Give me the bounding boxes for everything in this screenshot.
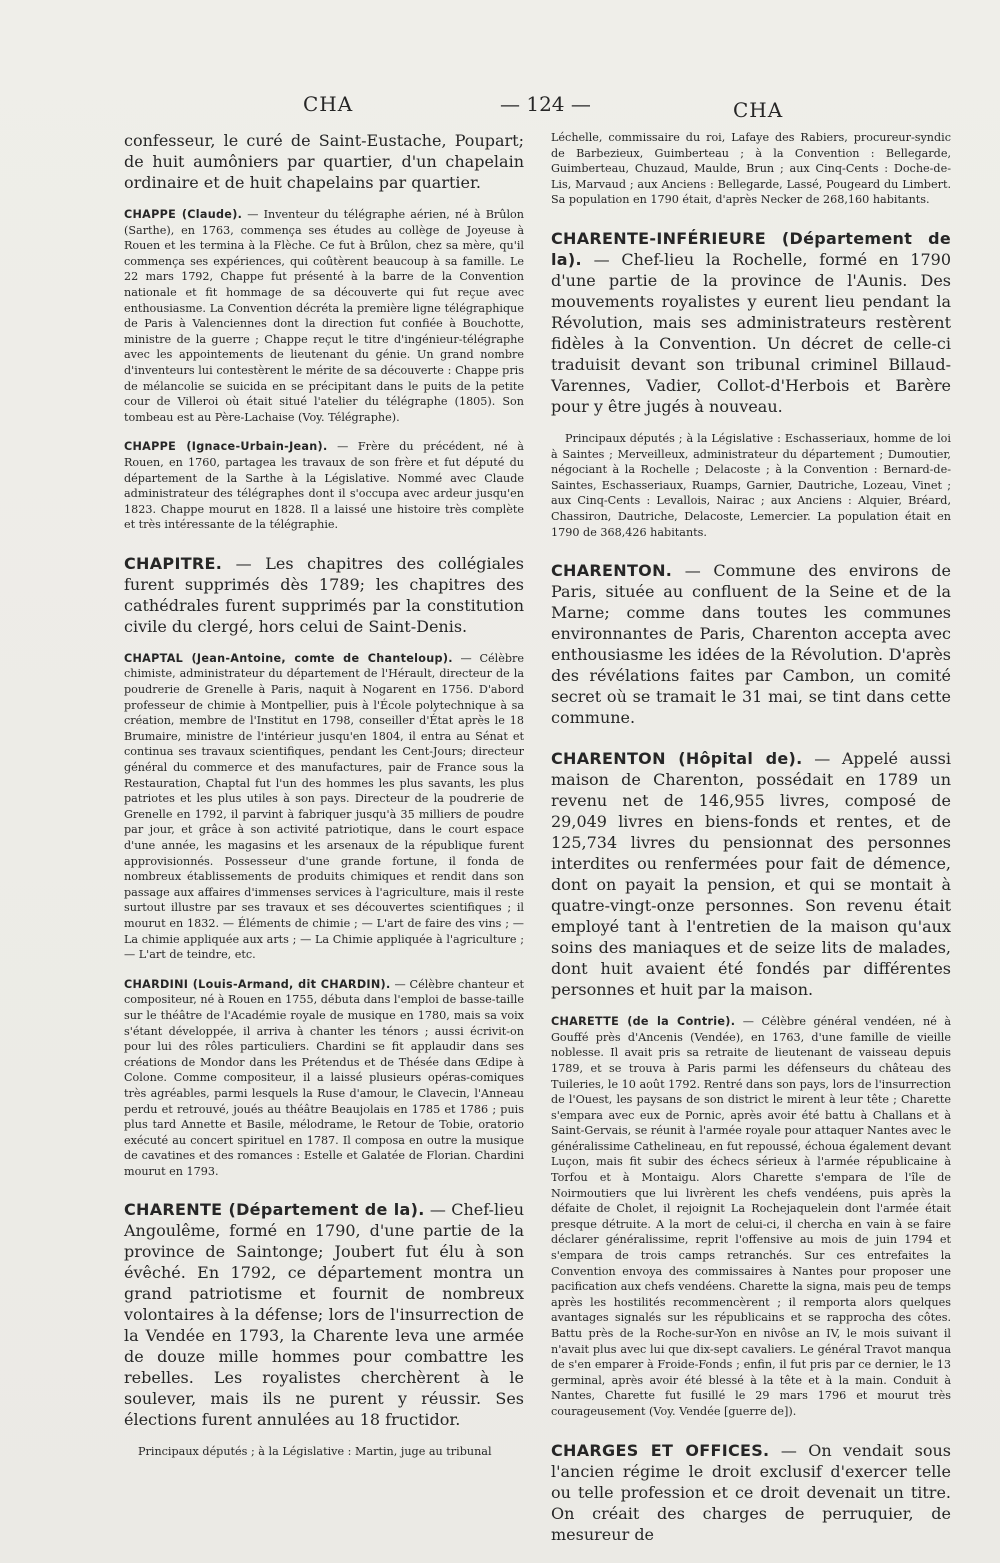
running-header bbox=[0, 92, 1000, 122]
dictionary-entry bbox=[124, 651, 524, 963]
entry-text: Principaux députés ; à la Législative : Martin, juge au tribunal bbox=[138, 1445, 492, 1459]
left-column bbox=[124, 130, 524, 1460]
entry-text: — Chef-lieu Angoulême, formé en 1790, d'une partie de la province de Saintonge; Joubert fut élu à son évêché. En 1792, ce département montra un grand patriotisme et fournit de nombreux volontaires à la défense; lors de l'insurrection de la Vendée en 1793, la Charente leva une armée de douze mille hommes pour combattre les rebelles. Les royalistes cherchèrent à le soulever, mais ils ne purent y réussir. Ses élections furent annulées au 18 fructidor. bbox=[124, 1200, 524, 1430]
right-column bbox=[551, 130, 951, 1545]
dictionary-entry bbox=[124, 977, 524, 1180]
entry-text: Principaux députés ; à la Législative : Eschasseriaux, homme de loi à Saintes ; Merveilleux, administrateur du département ; Dumoutier, négociant à la Rochelle ; Delacoste ; à la Convention : Bernard-de-Saintes, Eschasseriaux, Ruamps, Garnier, Dautriche, Lozeau, Vinet ; aux Cinq-Cents : Levallois, Nairac ; aux Anciens : Alquier, Bréard, Chassiron, Dautriche, Delacoste, Lemercier. La population était en 1790 de 368,426 habitants. bbox=[551, 431, 951, 539]
dictionary-entry bbox=[124, 1199, 524, 1430]
header-left: CHA bbox=[303, 92, 354, 116]
entry-headword: CHARETTE (de la Contrie). bbox=[551, 1015, 736, 1029]
dictionary-entry bbox=[551, 748, 951, 1000]
entry-text: — Célèbre chanteur et compositeur, né à Rouen en 1755, débuta dans l'emploi de basse-taille sur le théâtre de l'Académie royale de musique en 1780, mais sa voix s'étant développée, il arriva à chanter les ténors ; aussi écrivit-on pour lui des rôles particuliers. Chardini se fit applaudir dans ses créations de Mondor dans les Prétendus et de Thésée dans Œdipe à Colone. Comme compositeur, il a laissé plusieurs opéras-comiques très agréables, parmi lesquels la Ruse d'amour, le Clavecin, l'Anneau perdu et retrouvé, joués au théâtre Beaujolais en 1785 et 1786 ; puis plus tard Annette et Basile, mélodrame, le Retour de Tobie, oratorio exécuté au concert spirituel en 1787. Il composa en outre la musique de cavatines et des romances : Estelle et Galatée de Florian. Chardini mourut en 1793. bbox=[124, 977, 525, 1178]
entry-headword: CHAPPE (Claude). bbox=[124, 208, 243, 221]
dictionary-entry bbox=[124, 207, 524, 425]
entry-text: — On vendait sous l'ancien régime le droit exclusif d'exercer telle ou telle profession et ce droit devenait un titre. On créait des charges de perruquier, de mesureur de bbox=[551, 1440, 952, 1544]
dictionary-entry bbox=[124, 553, 524, 637]
entry-headword: CHAPTAL (Jean-Antoine, comte de Chanteloup). bbox=[124, 651, 453, 665]
continued-text bbox=[124, 130, 524, 193]
deputies-note bbox=[551, 431, 951, 540]
entry-text: — Célèbre chimiste, administrateur du département de l'Hérault, directeur de la poudrerie de Grenelle à Paris, naquit à Nogarent en 1756. D'abord professeur de chimie à Montpellier, puis à l'École polytechnique à sa création, membre de l'Institut en 1798, conseiller d'État après le 18 Brumaire, ministre de l'intérieur jusqu'en 1804, il entra au Sénat et continua ses travaux scientifiques, pendant les Cent-Jours; directeur général du commerce et des manufactures, pair de France sous la Restauration, Chaptal fut l'un des hommes les plus savants, les plus patriotes et les plus utiles à son pays. Directeur de la poudrerie de Grenelle en 1792, il parvint à fabriquer jusqu'à 35 milliers de poudre par jour, et grâce à son activité patriotique, dans le court espace d'une année, les magasins et les arsenaux de la république furent approvisionnés. Possesseur d'une grande fortune, il fonda de nombreux établissements de produits chimiques et rendit dans son passage aux affaires d'immenses services à l'agriculture, mais il reste surtout illustre par ses travaux et ses découvertes scientifiques ; il mourut en 1832. — Éléments de chimie ; — L'art de faire des vins ; — La chimie appliquée aux arts ; — La Chimie appliquée à l'agriculture ; — L'art de teindre, etc. bbox=[124, 651, 524, 962]
entry-text: — Inventeur du télégraphe aérien, né à Brûlon (Sarthe), en 1763, commença ses études au collège de Joyeuse à Rouen et les termina à la Flèche. Ce fut à Brûlon, chez sa mère, qu'il commença ses expériences, qui coûtèrent beaucoup à sa famille. Le 22 mars 1792, Chappe fut présenté à la barre de la Convention nationale et fit hommage de sa découverte qui fut reçue avec enthousiasme. La Convention décréta la première ligne télégraphique de Paris à Valenciennes dont la direction fut confiée à Bouchotte, ministre de la guerre ; Chappe reçut le titre d'ingénieur-télégraphe avec les appointements de lieutenant du génie. Un grand nombre d'inventeurs lui contestèrent le mérite de sa découverte : Chappe pris de mélancolie se suicida en se précipitant dans le puits de la petite cour de Villeroi où était situé l'atelier du télégraphe (1805). Son tombeau est au Père-Lachaise (Voy. Télégraphe). bbox=[124, 208, 524, 424]
entry-headword: CHARENTE-INFÉRIEURE (Département de la). bbox=[551, 228, 951, 269]
dictionary-entry bbox=[124, 439, 524, 533]
entry-text: confesseur, le curé de Saint-Eustache, Poupart; de huit aumôniers par quartier, d'un chapelain ordinaire et de huit chapelains par quartier. bbox=[124, 131, 524, 192]
entry-headword: CHARENTON. bbox=[551, 561, 673, 581]
entry-headword: CHAPPE (Ignace-Urbain-Jean). bbox=[124, 440, 328, 454]
entry-text: — Célèbre général vendéen, né à Gouffé près d'Ancenis (Vendée), en 1763, d'une famille de vieille noblesse. Il avait pris sa retraite de lieutenant de vaisseau depuis 1789, et se trouva à Paris parmi les défenseurs du château des Tuileries, le 10 août 1792. Rentré dans son pays, lors de l'insurrection de l'Ouest, les paysans de son district le mirent à leur tête ; Charette s'empara avec eux de Pornic, après avoir été battu à Challans et à Saint-Gervais, se réunit à l'armée royale pour attaquer Nantes avec le généralissime Cathelineau, en fut repoussé, échoua également devant Luçon, mais fit subir des échecs sérieux à l'armée républicaine à Torfou et à Montaigu. Alors Charette s'empara de l'île de Noirmoutiers que lui livrèrent les chefs vendéens, puis après la défaite de Cholet, il rejoignit La Rochejaquelein dont l'armée était presque détruite. A la mort de celui-ci, il chercha en vain à se faire déclarer généralissime, reprit l'offensive au mois de juin 1794 et s'empara de trois camps retranchés. Sur ces entrefaites la Convention envoya des commissaires à Nantes pour proposer une pacification aux chefs vendéens. Charette la signa, mais peu de temps après les hostilités recommencèrent ; il remporta alors quelques avantages signalés sur les républicains et se rapprocha des côtes. Battu près de la Roche-sur-Yon en nivôse an IV, le mois suivant il n'avait plus avec lui que dix-sept cavaliers. Le général Travot manqua de s'en emparer à Froide-Fonds ; enfin, il fut pris par ce dernier, le 13 germinal, après avoir été blessé à la tête et à la main. Conduit à Nantes, Charette fut fusillé le 29 mars 1796 et mourut très courageusement (Voy. Vendée [guerre de]). bbox=[551, 1015, 951, 1418]
dictionary-entry bbox=[551, 560, 951, 728]
deputies-note bbox=[124, 1444, 524, 1460]
entry-text: — Les chapitres des collégiales furent supprimés dès 1789; les chapitres des cathédrales furent supprimés par la constitution civile du clergé, hors celui de Saint-Denis. bbox=[124, 553, 524, 636]
continued-text bbox=[551, 130, 951, 208]
entry-headword: CHARENTON (Hôpital de). bbox=[551, 749, 803, 769]
dictionary-entry bbox=[551, 228, 951, 417]
entry-text: — Commune des environs de Paris, située au confluent de la Seine et de la Marne; comme dans toutes les communes environnantes de Paris, Charenton accepta avec enthousiasme les idées de la Révolution. D'après des révélations faites par Cambon, un comité secret où se tramait le 31 mai, se tint dans cette commune. bbox=[551, 561, 951, 728]
entry-headword: CHAPITRE. bbox=[124, 553, 223, 573]
dictionary-entry bbox=[551, 1014, 951, 1419]
page-number: — 124 — bbox=[500, 92, 591, 116]
header-right: CHA bbox=[733, 98, 784, 122]
entry-text: — Frère du précédent, né à Rouen, en 1760, partagea les travaux de son frère et fut député du département de la Sarthe à la Législative. Nommé avec Claude administrateur des télégraphes dont il s'occupa avec ardeur jusqu'en 1823. Chappe mourut en 1828. Il a laissé une histoire très complète et très intéressante de la télégraphie. bbox=[124, 440, 524, 532]
entry-text: — Appelé aussi maison de Charenton, possédait en 1789 un revenu net de 146,955 livres, composé de 29,049 livres en biens-fonds et rentes, et de 125,734 livres du pensionnat des personnes interdites ou renfermées pour fait de démence, dont on payait la pension, et qui se montait à quatre-vingt-onze personnes. Son revenu était employé tant à l'entretien de la maison qu'aux soins des maniaques et de seize lits de malades, dont huit avaient été fondés par différentes personnes et huit par la maison. bbox=[551, 749, 951, 1000]
entry-headword: CHARGES ET OFFICES. bbox=[551, 1440, 770, 1460]
entry-headword: CHARENTE (Département de la). bbox=[124, 1200, 425, 1220]
entry-text: Léchelle, commissaire du roi, Lafaye des Rabiers, procureur-syndic de Barbezieux, Guimberteau ; à la Convention : Bellegarde, Guimberteau, Chuzaud, Maulde, Brun ; aux Cinq-Cents : Doche-de-Lis, Marvaud ; aux Anciens : Bellegarde, Lassé, Pougeard du Limbert. Sa population en 1790 était, d'après Necker de 268,160 habitants. bbox=[551, 131, 951, 207]
entry-headword: CHARDINI (Louis-Armand, dit CHARDIN). bbox=[124, 977, 391, 991]
entry-text: — Chef-lieu la Rochelle, formé en 1790 d'une partie de la province de l'Aunis. Des mouvements royalistes y eurent lieu pendant la Révolution, mais ses administrateurs restèrent fidèles à la Convention. Un décret de celle-ci traduisit devant son tribunal criminel Billaud-Varennes, Vadier, Collot-d'Herbois et Barère pour y être jugés à nouveau. bbox=[551, 249, 951, 416]
dictionary-entry bbox=[551, 1440, 951, 1545]
